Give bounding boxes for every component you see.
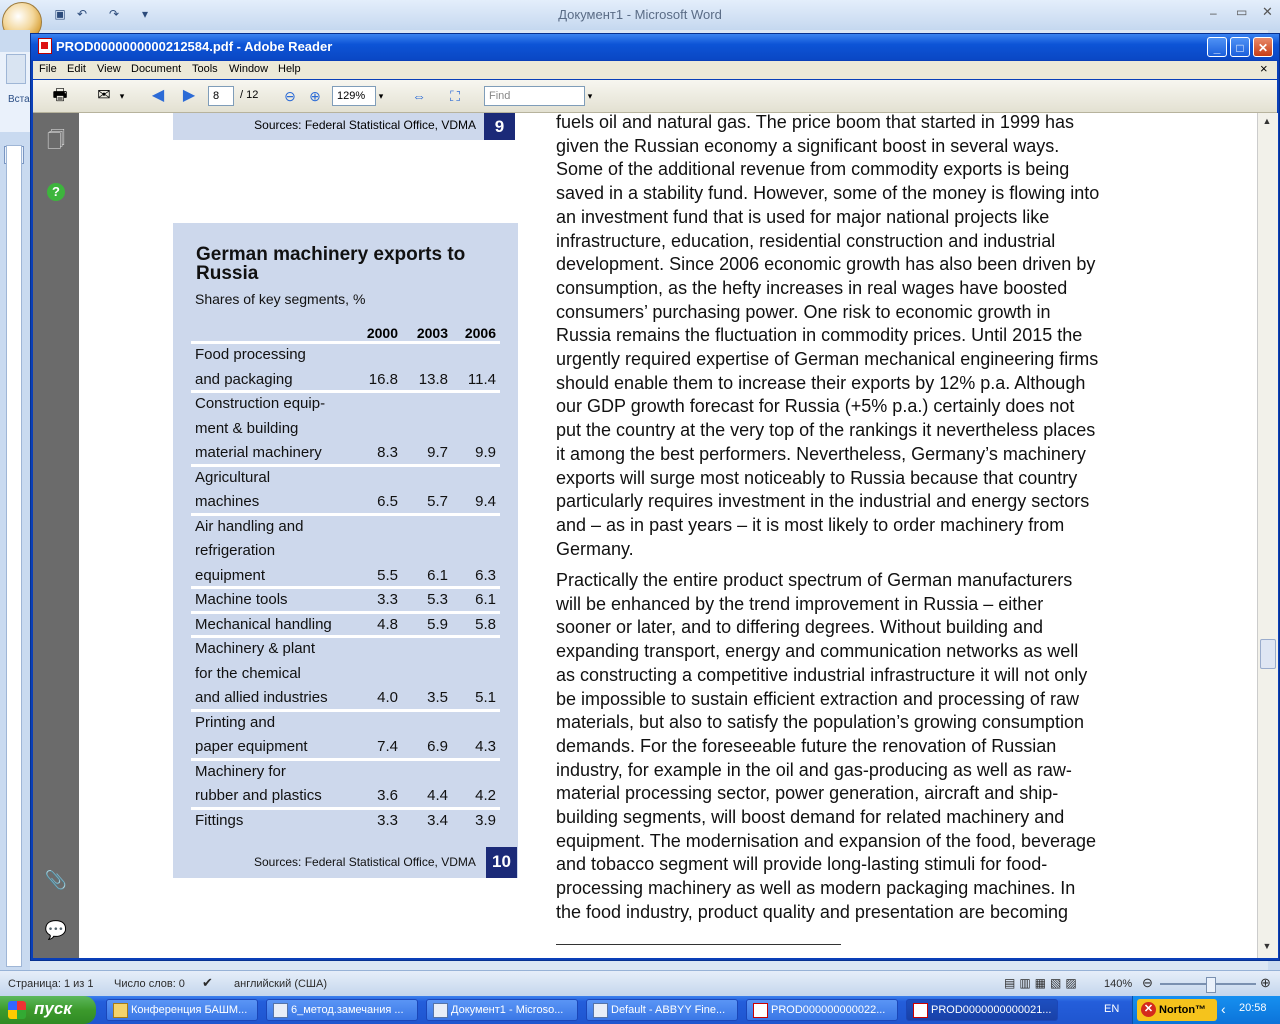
start-button[interactable]: пуск xyxy=(0,996,96,1024)
text-line: Russia remains the fluctuation in commodity prices. Until 2015 the xyxy=(556,325,1083,346)
text-line: equipment. The modernisation and expansion of the food, beverage xyxy=(556,830,1097,851)
text-line: expanding transport, energy and communication networks as well xyxy=(556,641,1079,662)
table-row-label: machines xyxy=(195,493,260,510)
zoom-input[interactable]: 129% xyxy=(332,86,376,106)
text-line: be impossible to sustain efficient extraction and processing of raw xyxy=(556,688,1079,709)
table-cell: 7.4 xyxy=(377,738,398,755)
text-line: given the Russian economy a significant boost in several ways. xyxy=(556,135,1060,156)
minimize-button[interactable]: _ xyxy=(1207,37,1227,57)
word-count[interactable]: Число слов: 0 xyxy=(114,978,185,990)
text-line: material processing sector, power generation, aircraft and ship- xyxy=(556,783,1059,804)
table-row-label: ment & building xyxy=(195,419,299,437)
table-cell: 5.1 xyxy=(475,689,496,706)
pages-icon[interactable]: 🗍 xyxy=(47,130,65,150)
text-line: Practically the entire product spectrum of German manufacturers xyxy=(556,570,1073,590)
table-row-label: Fittings xyxy=(195,811,244,829)
language[interactable]: английский (США) xyxy=(234,978,328,990)
zoom-level[interactable]: 140% xyxy=(1104,978,1133,990)
scroll-down-icon[interactable]: ▼ xyxy=(1262,941,1272,951)
save-icon[interactable]: ▣ xyxy=(54,7,66,21)
table-row-label: Printing and xyxy=(195,713,276,731)
row-divider xyxy=(191,341,500,344)
table-cell: 3.3 xyxy=(377,591,398,608)
table-cell: 5.8 xyxy=(475,615,496,633)
table-row-label: equipment xyxy=(195,566,266,584)
zoom-out-icon[interactable]: ⊖ xyxy=(284,88,296,104)
taskbar-item[interactable]: Конференция БАШМ... xyxy=(106,999,258,1021)
text-line: development. Since 2006 economic growth has also been driven by xyxy=(556,254,1096,275)
table-row-label: paper equipment xyxy=(195,738,308,755)
norton-tray[interactable]: ✕ Norton™ xyxy=(1137,999,1217,1021)
menu-bar xyxy=(33,61,1277,79)
table-row-label: refrigeration xyxy=(195,542,276,559)
menu-document[interactable]: Document xyxy=(131,63,182,75)
page-total: / 12 xyxy=(240,89,259,101)
table-row-label: Food processing xyxy=(195,346,306,363)
reader-window-title: PROD0000000000212584.pdf - Adobe Reader xyxy=(56,39,333,54)
zoom-dropdown-icon[interactable]: ▾ xyxy=(378,91,384,101)
word-close-icon[interactable]: ✕ xyxy=(1262,4,1273,19)
text-line: infrastructure, education, residential construction and industrial xyxy=(556,230,1056,251)
text-line: saved in a stability fund. However, some of the money is flowing into xyxy=(556,183,1100,204)
text-line: Germany. xyxy=(556,538,634,559)
table-title: German machinery exports to Russia xyxy=(196,244,466,284)
table-cell: 3.5 xyxy=(427,689,448,706)
folder-icon xyxy=(113,1003,128,1018)
menu-window[interactable]: Window xyxy=(229,63,269,75)
text-line: an investment fund that is used for major national projects like xyxy=(556,206,1050,227)
spelling-check-icon[interactable]: ✔ xyxy=(202,975,213,990)
text-line: put the country at the very top of the rankings it nevertheless places xyxy=(556,420,1096,441)
taskbar-item[interactable]: 6_метод.замечания ... xyxy=(266,999,418,1021)
reader-title-bar xyxy=(31,34,1279,60)
pdf-icon xyxy=(38,38,52,54)
document-close-icon[interactable]: × xyxy=(1260,61,1268,76)
table-cell: 4.3 xyxy=(475,738,496,755)
table-cell: 5.9 xyxy=(427,615,448,633)
vertical-ruler xyxy=(6,145,22,967)
text-line: the food industry, product quality and presentation are becoming xyxy=(556,901,1068,922)
maximize-button[interactable]: □ xyxy=(1230,37,1250,57)
row-divider xyxy=(191,611,500,614)
table-cell: 3.3 xyxy=(377,811,398,829)
norton-x-icon: ✕ xyxy=(1141,1002,1156,1017)
redo-icon[interactable]: ↷ xyxy=(108,7,120,21)
word-icon xyxy=(433,1003,448,1018)
find-input[interactable]: Find xyxy=(484,86,585,106)
text-line: will be enhanced by the trend improvement in Russia – either xyxy=(556,593,1044,614)
fit-width-icon[interactable]: ⇔ xyxy=(412,88,426,104)
text-line: exports will surge most noticeably to Russia because that country xyxy=(556,467,1078,488)
windows-logo-icon xyxy=(8,1001,26,1019)
document-icon xyxy=(273,1003,288,1018)
text-line: should enable them to increase their exports by 12% p.a. Although xyxy=(556,372,1086,393)
table-row-label: and packaging xyxy=(195,370,293,388)
table-row-label: Machinery for xyxy=(195,762,286,780)
table-row-label: Mechanical handling xyxy=(195,615,332,633)
table-cell: 5.3 xyxy=(427,591,448,608)
pdf-icon xyxy=(913,1003,928,1018)
table-cell: 3.9 xyxy=(475,811,496,829)
taskbar-item-active[interactable]: PROD0000000000021... xyxy=(906,999,1058,1021)
navigation-panel xyxy=(33,113,79,958)
menu-file[interactable]: File xyxy=(39,63,57,75)
scroll-up-icon[interactable]: ▲ xyxy=(1262,116,1272,126)
table-cell: 4.8 xyxy=(377,615,398,633)
year-header: 2000 xyxy=(366,325,398,341)
text-line: materials, but also to satisfy the population’s growing consumption xyxy=(556,712,1084,733)
next-page-icon[interactable]: ▶ xyxy=(182,87,196,104)
menu-view[interactable]: View xyxy=(97,63,121,75)
word-restore-icon[interactable]: ▭ xyxy=(1236,5,1248,19)
text-line: and – as in past years – it is most likely to order machinery from xyxy=(556,514,1065,535)
table-cell: 6.5 xyxy=(377,493,398,510)
email-dropdown-icon[interactable]: ▾ xyxy=(119,91,125,101)
row-divider xyxy=(191,513,500,516)
page-count[interactable]: Страница: 1 из 1 xyxy=(8,978,94,990)
abbyy-icon xyxy=(593,1003,608,1018)
table-row-label: Machinery & plant xyxy=(195,640,316,657)
row-divider xyxy=(191,586,500,589)
table-cell: 9.9 xyxy=(475,444,496,461)
table-source: Sources: Federal Statistical Office, VDMA xyxy=(254,855,476,869)
taskbar-item[interactable]: Default - ABBYY Fine... xyxy=(586,999,738,1021)
word-title-bar xyxy=(0,0,1280,30)
table-row-label: and allied industries xyxy=(195,689,328,706)
table-cell: 6.1 xyxy=(475,591,496,608)
row-divider xyxy=(191,390,500,393)
table-cell: 4.2 xyxy=(475,787,496,804)
text-line: fuels oil and natural gas. The price boom that started in 1999 has xyxy=(556,112,1074,132)
table-cell: 5.5 xyxy=(377,566,398,584)
text-line: processing machinery as well as modern packaging machines. In xyxy=(556,878,1076,899)
pdf-icon xyxy=(753,1003,768,1018)
scroll-thumb[interactable] xyxy=(1260,639,1276,669)
word-minimize-icon[interactable]: – xyxy=(1210,6,1217,20)
year-header: 2006 xyxy=(464,325,496,341)
text-line: urgently required expertise of German mechanical engineering firms xyxy=(556,349,1099,369)
table-row-label: Agricultural xyxy=(195,468,271,486)
print-icon[interactable]: 🖶 xyxy=(52,87,68,104)
previous-table-number: 9 xyxy=(484,113,515,140)
table-cell: 11.4 xyxy=(467,370,496,388)
zoom-out-icon[interactable]: ⊖ xyxy=(1142,975,1153,990)
menu-tools[interactable]: Tools xyxy=(192,63,218,75)
table-cell: 8.3 xyxy=(377,444,398,461)
fit-page-icon[interactable]: ⛶ xyxy=(450,88,460,104)
vertical-scrollbar[interactable] xyxy=(1257,113,1278,958)
menu-edit[interactable]: Edit xyxy=(67,63,86,75)
word-window-title: Документ1 - Microsoft Word xyxy=(558,7,722,22)
language-indicator[interactable]: EN xyxy=(1104,1003,1120,1015)
table-cell: 3.4 xyxy=(427,811,448,829)
word-status-bar xyxy=(0,970,1280,997)
page-number-input[interactable]: 8 xyxy=(208,86,234,106)
text-line: particularly requires investment in the industrial and energy sectors xyxy=(556,491,1090,512)
footnote-divider xyxy=(556,944,841,945)
row-divider xyxy=(191,464,500,467)
text-line: and tobacco segment will provide long-lasting stimuli for food- xyxy=(556,854,1048,875)
table-cell: 4.0 xyxy=(377,689,398,706)
attachments-icon[interactable]: 📎 xyxy=(44,870,68,890)
table-cell: 6.1 xyxy=(427,566,448,584)
year-header: 2003 xyxy=(416,325,448,341)
taskbar-item[interactable]: Документ1 - Microso... xyxy=(426,999,578,1021)
quick-access-customize-icon[interactable]: ▾ xyxy=(141,7,149,21)
row-divider xyxy=(191,807,500,810)
email-icon[interactable]: ✉ xyxy=(97,87,111,104)
text-line: industry, for example in the oil and gas-producing as well as raw- xyxy=(556,759,1072,780)
table-row-label: for the chemical xyxy=(195,664,301,682)
table-cell: 13.8 xyxy=(418,370,448,388)
previous-page-icon[interactable]: ◀ xyxy=(151,87,165,104)
text-line: Some of the additional revenue from commodity exports is being xyxy=(556,159,1070,180)
table-row-label: Air handling and xyxy=(195,517,304,535)
text-line: demands. For the foreseeable future the renovation of Russian xyxy=(556,735,1057,756)
table-cell: 6.3 xyxy=(475,566,496,584)
view-buttons-icon[interactable]: ▤▥▦▧▨ xyxy=(1004,976,1081,990)
table-cell: 9.7 xyxy=(427,444,448,461)
system-tray xyxy=(1132,996,1280,1024)
previous-table-source: Sources: Federal Statistical Office, VDMA xyxy=(254,118,476,132)
text-line: sooner or later, and to differing degrees. Without building and xyxy=(556,617,1043,638)
paste-label[interactable]: Вста xyxy=(8,94,30,105)
table-subtitle: Shares of key segments, % xyxy=(195,291,366,307)
menu-help[interactable]: Help xyxy=(278,63,301,75)
close-button[interactable]: ✕ xyxy=(1253,37,1273,57)
previous-table-footer xyxy=(173,113,484,140)
row-divider xyxy=(191,635,500,638)
row-divider xyxy=(191,709,500,712)
text-line: our GDP growth forecast for Russia (+5% p.a.) certainly does not xyxy=(556,396,1075,417)
tray-expand-icon[interactable]: ‹ xyxy=(1221,1001,1226,1017)
table-cell: 6.9 xyxy=(427,738,448,755)
table-cell: 5.7 xyxy=(427,493,448,510)
zoom-in-icon[interactable]: ⊕ xyxy=(309,88,321,104)
word-ribbon-fragment xyxy=(0,52,31,132)
comments-icon[interactable]: 💬 xyxy=(44,920,68,940)
text-line: consumption, as the hefty increases in real wages have boosted xyxy=(556,277,1068,298)
table-row-label: rubber and plastics xyxy=(195,787,322,804)
zoom-in-icon[interactable]: ⊕ xyxy=(1260,975,1271,990)
zoom-slider-handle[interactable] xyxy=(1206,977,1216,993)
taskbar-item[interactable]: PROD000000000022... xyxy=(746,999,898,1021)
text-line: it among the best performers. Nevertheless, Germany’s machinery xyxy=(556,443,1086,464)
table-cell: 9.4 xyxy=(475,493,496,510)
find-dropdown-icon[interactable]: ▾ xyxy=(587,91,593,101)
table-cell: 16.8 xyxy=(368,370,398,388)
text-line: as constructing a competitive industrial infrastructure it will not only xyxy=(556,664,1088,685)
table-cell: 4.4 xyxy=(427,787,448,804)
text-line: consumers’ purchasing power. One risk to economic growth in xyxy=(556,301,1051,322)
undo-icon[interactable]: ↶ xyxy=(76,7,88,21)
clock: 20:58 xyxy=(1239,1002,1267,1014)
table-row-label: material machinery xyxy=(195,444,322,461)
table-cell: 3.6 xyxy=(377,787,398,804)
help-icon[interactable]: ? xyxy=(44,178,68,202)
row-divider xyxy=(191,758,500,761)
text-line: building segments, will boost demand for related machinery and xyxy=(556,807,1065,827)
table-number: 10 xyxy=(486,847,517,878)
table-row-label: Construction equip- xyxy=(195,395,326,412)
table-row-label: Machine tools xyxy=(195,591,288,608)
